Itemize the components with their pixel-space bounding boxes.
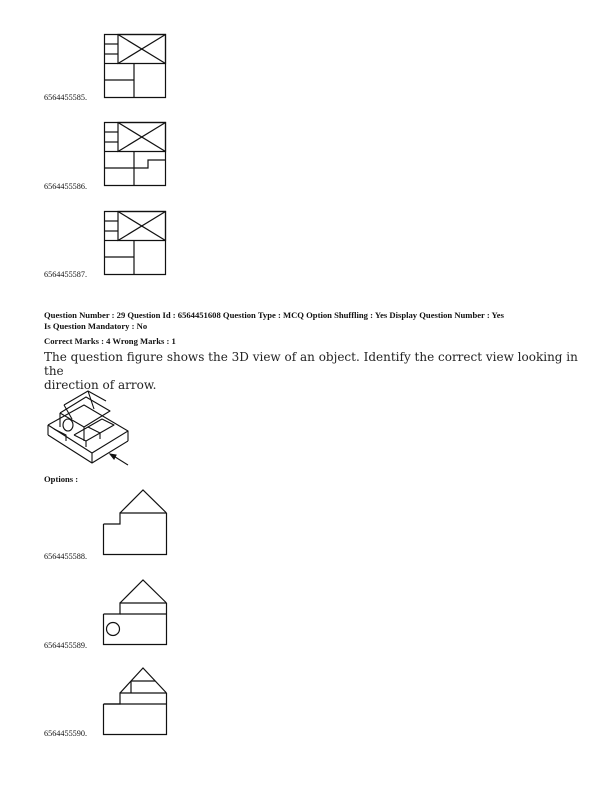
- question-text-line2: direction of arrow.: [44, 378, 157, 392]
- option-id: 6564455587.: [44, 270, 87, 279]
- question-meta-line1: Question Number : 29 Question Id : 6564451608 Question Type : MCQ Option Shuffling : Yes Display Question Number : Yes: [44, 310, 504, 320]
- option-figure-6564455587: [104, 211, 166, 275]
- options-label: Options :: [44, 474, 79, 484]
- option-figure-6564455586: [104, 122, 166, 186]
- option-figure-6564455590[interactable]: [103, 667, 167, 735]
- question-meta-line2: Is Question Mandatory : No: [44, 320, 148, 331]
- option-id[interactable]: 6564455589.: [44, 641, 87, 650]
- option-id: 6564455586.: [44, 182, 87, 191]
- option-id[interactable]: 6564455588.: [44, 552, 87, 561]
- option-figure-6564455585: [104, 34, 166, 98]
- option-figure-6564455588[interactable]: [103, 489, 167, 555]
- option-id: 6564455585.: [44, 93, 87, 102]
- question-text-line1: The question figure shows the 3D view of an object. Identify the correct view looking in the: [44, 350, 578, 378]
- option-figure-6564455589[interactable]: [103, 579, 167, 645]
- question-marks: Correct Marks : 4 Wrong Marks : 1: [44, 336, 176, 346]
- option-id[interactable]: 6564455590.: [44, 729, 87, 738]
- question-meta: [44, 310, 584, 331]
- question-3d-figure: [44, 383, 134, 467]
